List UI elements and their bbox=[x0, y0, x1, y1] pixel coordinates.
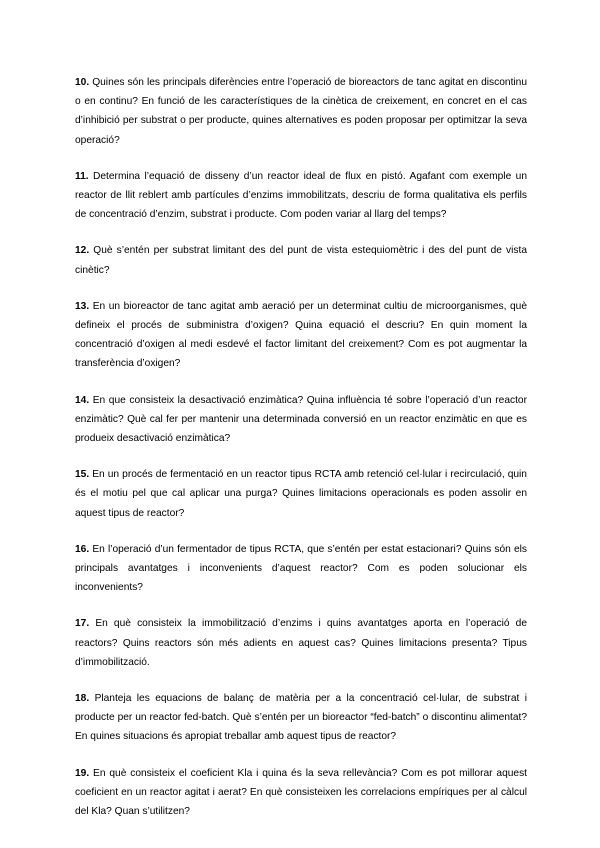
question-text: En un procés de fermentació en un reactor tipus RCTA amb retenció cel·lular i recirculació, quin és el motiu pel que cal aplicar una purga? Quines limitacions operacionals es poden assolir en aquest tipus de reactor? bbox=[75, 469, 527, 519]
question-16 bbox=[75, 540, 527, 598]
question-number: 10. bbox=[75, 77, 90, 88]
question-text: En un bioreactor de tanc agitat amb aeració per un determinat cultiu de microorganismes, què defineix el procés de subministra d’oxigen? Quina equació el descriu? En quin moment la concentració d’oxigen al medi esdevé el factor limitant del creixement? Com es pot augmentar la transferència d’oxigen? bbox=[75, 300, 527, 370]
question-text: Planteja les equacions de balanç de matèria per a la concentració cel·lular, de substrat i producte per un reactor fed-batch. Què s’entén per un bioreactor “fed-batch” o discontinu alimentat? En quines situacions és apropiat treballar amb aquest tipus de reactor? bbox=[75, 693, 527, 743]
question-text: En l’operació d’un fermentador de tipus RCTA, que s’entén per estat estacionari? Quins són els principals avantatges i inconvenients d’aquest reactor? Com es poden solucionar els inconvenients? bbox=[75, 543, 527, 594]
question-number: 19. bbox=[75, 767, 90, 779]
question-number: 11. bbox=[75, 170, 89, 182]
question-number: 15. bbox=[75, 469, 90, 481]
question-15 bbox=[75, 465, 527, 523]
question-text: En què consisteix el coeficient Kla i quina és la seva rellevància? Com es pot millorar aquest coeficient en un reactor agitat i aerat? En què consisteixen les correlacions empíriques per al càlcul del Kla? Quan s’utilitzen? bbox=[75, 767, 527, 818]
question-11 bbox=[75, 167, 527, 225]
question-number: 14. bbox=[75, 394, 90, 406]
question-text: En que consisteix la desactivació enzimàtica? Quina influència té sobre l’operació d’un reactor enzimàtic? Què cal fer per mantenir una determinada conversió en un reactor enzimàtic en que es produeix desactivació enzimàtica? bbox=[75, 394, 527, 445]
question-17 bbox=[75, 614, 527, 672]
question-text: En què consisteix la immobilització d’enzims i quins avantatges aporta en l’operació de reactors? Quins reactors són més adients en aquest cas? Quines limitacions presenta? Tipus d’immobilització. bbox=[75, 618, 527, 668]
question-number: 12. bbox=[75, 245, 90, 257]
question-text: Determina l’equació de disseny d’un reactor ideal de flux en pistó. Agafant com exemple un reactor de llit reblert amb partícules d’enzims immobilitzats, descriu de forma qualitativa els perfils de concentració d’enzim, substrat i producte. Com poden variar al llarg del temps? bbox=[75, 170, 527, 221]
question-19 bbox=[75, 764, 527, 822]
question-text: Quines són les principals diferències entre l’operació de bioreactors de tanc agitat en discontinu o en continu? En funció de les característiques de la cinètica de creixement, en concret en el cas d’inhibició per substrat o per producte, quines alternatives es poden proposar per optimitzar la seva operació? bbox=[75, 77, 527, 146]
question-number: 18. bbox=[75, 693, 90, 705]
question-12 bbox=[75, 241, 527, 279]
question-number: 13. bbox=[75, 300, 90, 312]
question-14 bbox=[75, 391, 527, 449]
question-number: 16. bbox=[75, 543, 90, 555]
question-10 bbox=[75, 73, 527, 150]
question-text: Què s’entén per substrat limitant des del punt de vista estequiomètric i des del punt de vista cinètic? bbox=[75, 245, 527, 276]
question-list bbox=[75, 73, 527, 838]
question-18 bbox=[75, 689, 527, 747]
question-13 bbox=[75, 297, 527, 374]
question-number: 17. bbox=[75, 618, 90, 630]
